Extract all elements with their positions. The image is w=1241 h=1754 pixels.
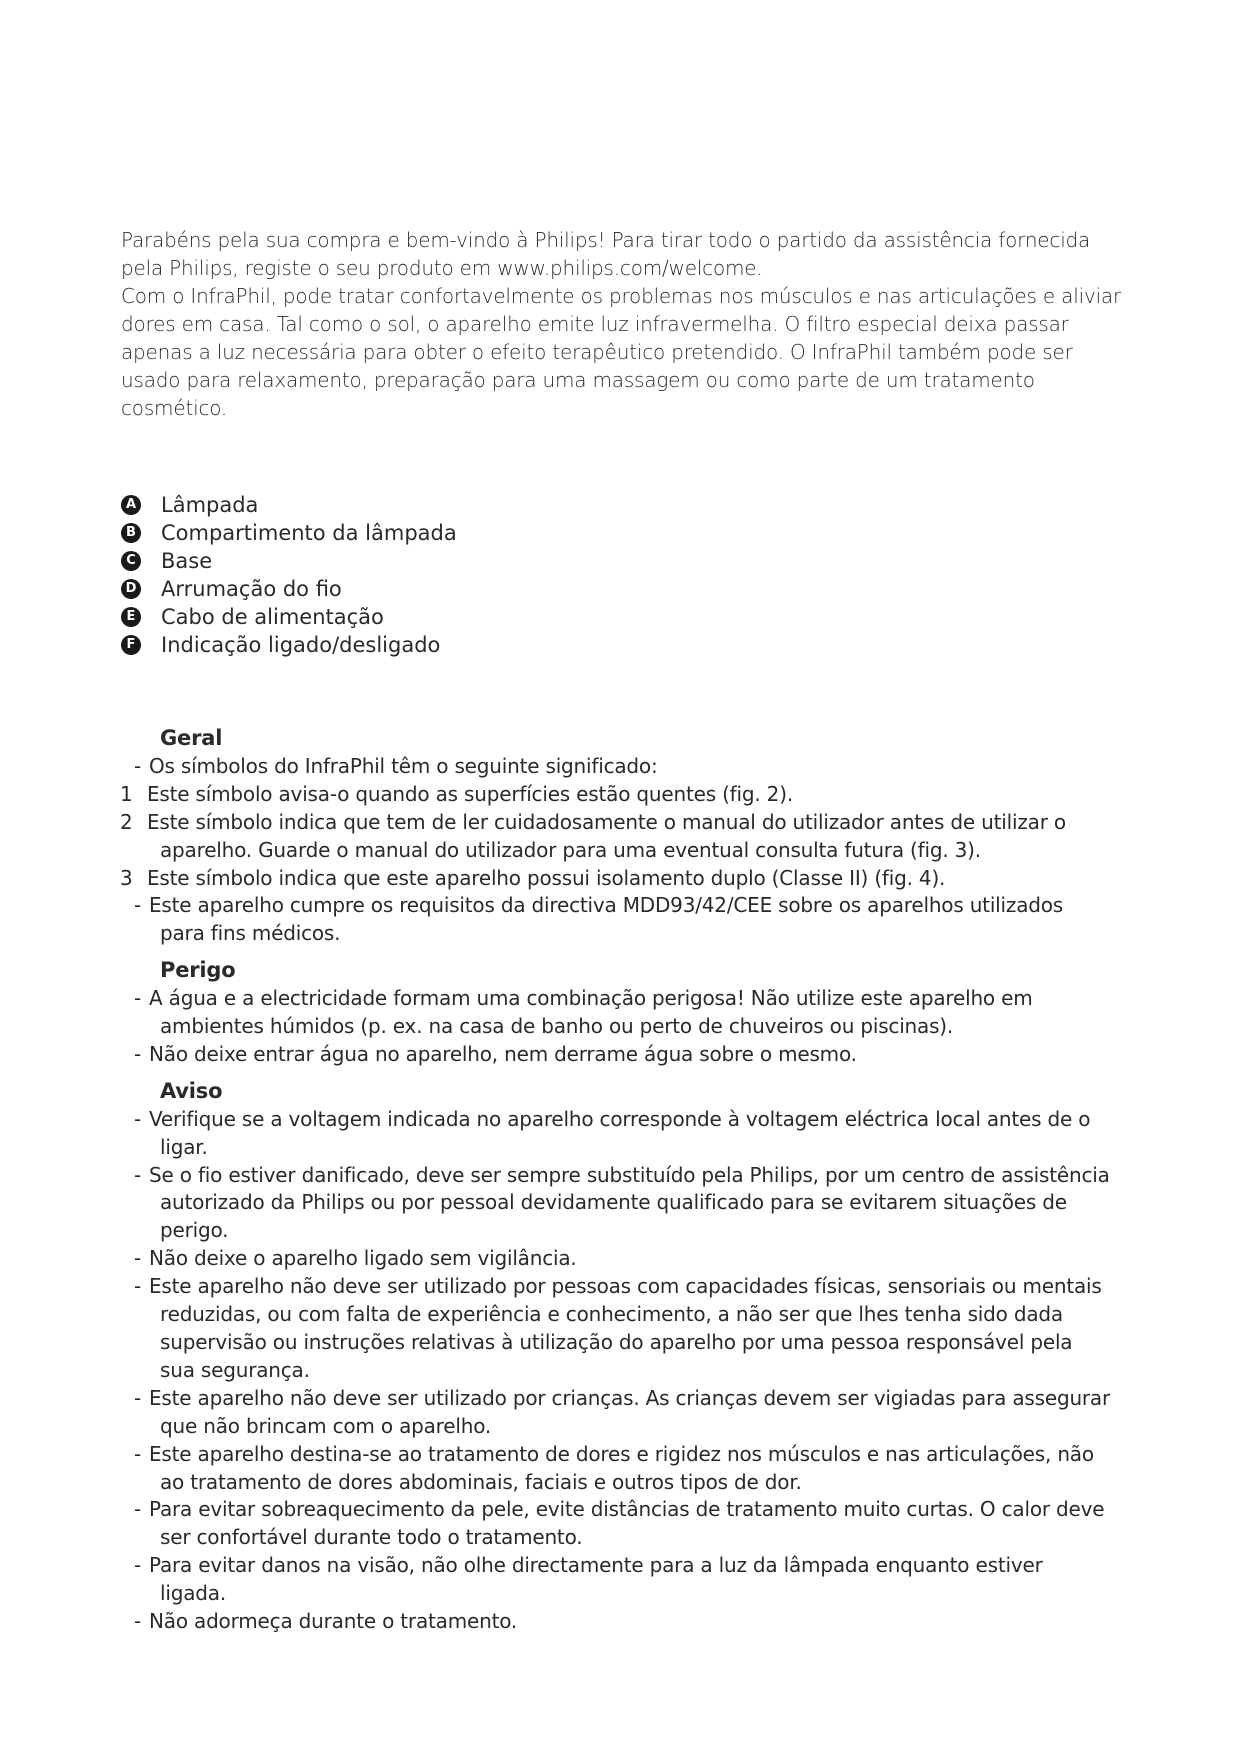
safety-section	[0, 725, 1241, 1636]
letter-b-badge-icon: B	[121, 523, 141, 543]
introduction	[121, 226, 1121, 422]
list-item: - Para evitar sobreaquecimento da pele, evite distâncias de tratamento muito curtas. O calor deve ser confortável durante todo o tratamento.	[134, 1497, 1105, 1550]
list-item: 2 Este símbolo indica que tem de ler cuidadosamente o manual do utilizador antes de utilizar o aparelho. Guarde o manual do utilizador para uma eventual consulta futura (fig. 3).	[120, 809, 1066, 862]
list-item: 1 Este símbolo avisa-o quando as superfícies estão quentes (fig. 2).	[120, 781, 793, 806]
list-item: - Os símbolos do InfraPhil têm o seguinte significado:	[134, 753, 658, 778]
list-item: - Este aparelho não deve ser utilizado por pessoas com capacidades físicas, sensoriais ou mentais reduzidas, ou com falta de experiência e conhecimento, a não ser que lhes tenha sido dada supervisão ou instruções relativas à utilização do aparelho por uma pessoa responsável pela sua segurança.	[134, 1274, 1102, 1382]
list-item: - Este aparelho cumpre os requisitos da directiva MDD93/42/CEE sobre os aparelhos utilizados para fins médicos.	[134, 893, 1064, 946]
list-item: - Verifique se a voltagem indicada no aparelho corresponde à voltagem eléctrica local antes de o ligar.	[134, 1106, 1091, 1159]
list-item: - Este aparelho destina-se ao tratamento de dores e rigidez nos músculos e nas articulações, não ao tratamento de dores abdominais, faciais e outros tipos de dor.	[134, 1441, 1094, 1494]
part-item	[121, 491, 457, 519]
letter-f-badge-icon: F	[121, 635, 141, 655]
list-item: 3 Este símbolo indica que este aparelho possui isolamento duplo (Classe II) (fig. 4).	[120, 865, 946, 890]
part-label: Arrumação do fio	[161, 577, 342, 601]
part-label: Base	[161, 549, 213, 573]
part-item	[121, 631, 457, 659]
part-item	[121, 603, 457, 631]
part-item	[121, 547, 457, 575]
intro-paragraph-description: Com o InfraPhil, pode tratar confortavelmente os problemas nos músculos e nas articulações e aliviar dores em casa. Tal como o sol, o aparelho emite luz infravermelha. O filtro especial deixa passar apenas a luz necessária para obter o efeito terapêutico pretendido. O InfraPhil também pode ser usado para relaxamento, preparação para uma massagem ou como parte de um tratamento cosmético.	[121, 284, 1122, 420]
list-item: - Não deixe entrar água no aparelho, nem derrame água sobre o mesmo.	[134, 1041, 857, 1066]
list-item: - Se o fio estiver danificado, deve ser sempre substituído pela Philips, por um centro de assistência autorizado da Philips ou por pessoal devidamente qualificado para se evitarem situações de perigo.	[134, 1162, 1110, 1243]
letter-e-badge-icon: E	[121, 607, 141, 627]
list-item: - Não deixe o aparelho ligado sem vigilância.	[134, 1246, 577, 1271]
section-title-geral: Geral	[160, 726, 223, 750]
letter-d-badge-icon: D	[121, 579, 141, 599]
part-label: Cabo de alimentação	[161, 605, 384, 629]
list-item: - Não adormeça durante o tratamento.	[134, 1609, 518, 1634]
part-label: Lâmpada	[161, 493, 259, 517]
list-item: - Este aparelho não deve ser utilizado por crianças. As crianças devem ser vigiadas para assegurar que não brincam com o aparelho.	[134, 1385, 1111, 1438]
letter-a-badge-icon: A	[121, 495, 141, 515]
part-item	[121, 519, 457, 547]
section-title-aviso: Aviso	[160, 1078, 223, 1103]
intro-paragraph-welcome: Parabéns pela sua compra e bem-vindo à Philips! Para tirar todo o partido da assistência fornecida pela Philips, registe o seu produto em www.philips.com/welcome.	[121, 228, 1091, 280]
part-label: Indicação ligado/desligado	[161, 633, 441, 657]
section-title-perigo: Perigo	[160, 958, 236, 983]
letter-c-badge-icon: C	[121, 551, 141, 571]
part-label: Compartimento da lâmpada	[161, 521, 457, 545]
part-item	[121, 575, 457, 603]
list-item: - A água e a electricidade formam uma combinação perigosa! Não utilize este aparelho em ambientes húmidos (p. ex. na casa de banho ou perto de chuveiros ou piscinas).	[134, 986, 1033, 1039]
list-item: - Para evitar danos na visão, não olhe directamente para a luz da lâmpada enquanto estiver ligada.	[134, 1553, 1043, 1606]
parts-list	[121, 491, 457, 659]
